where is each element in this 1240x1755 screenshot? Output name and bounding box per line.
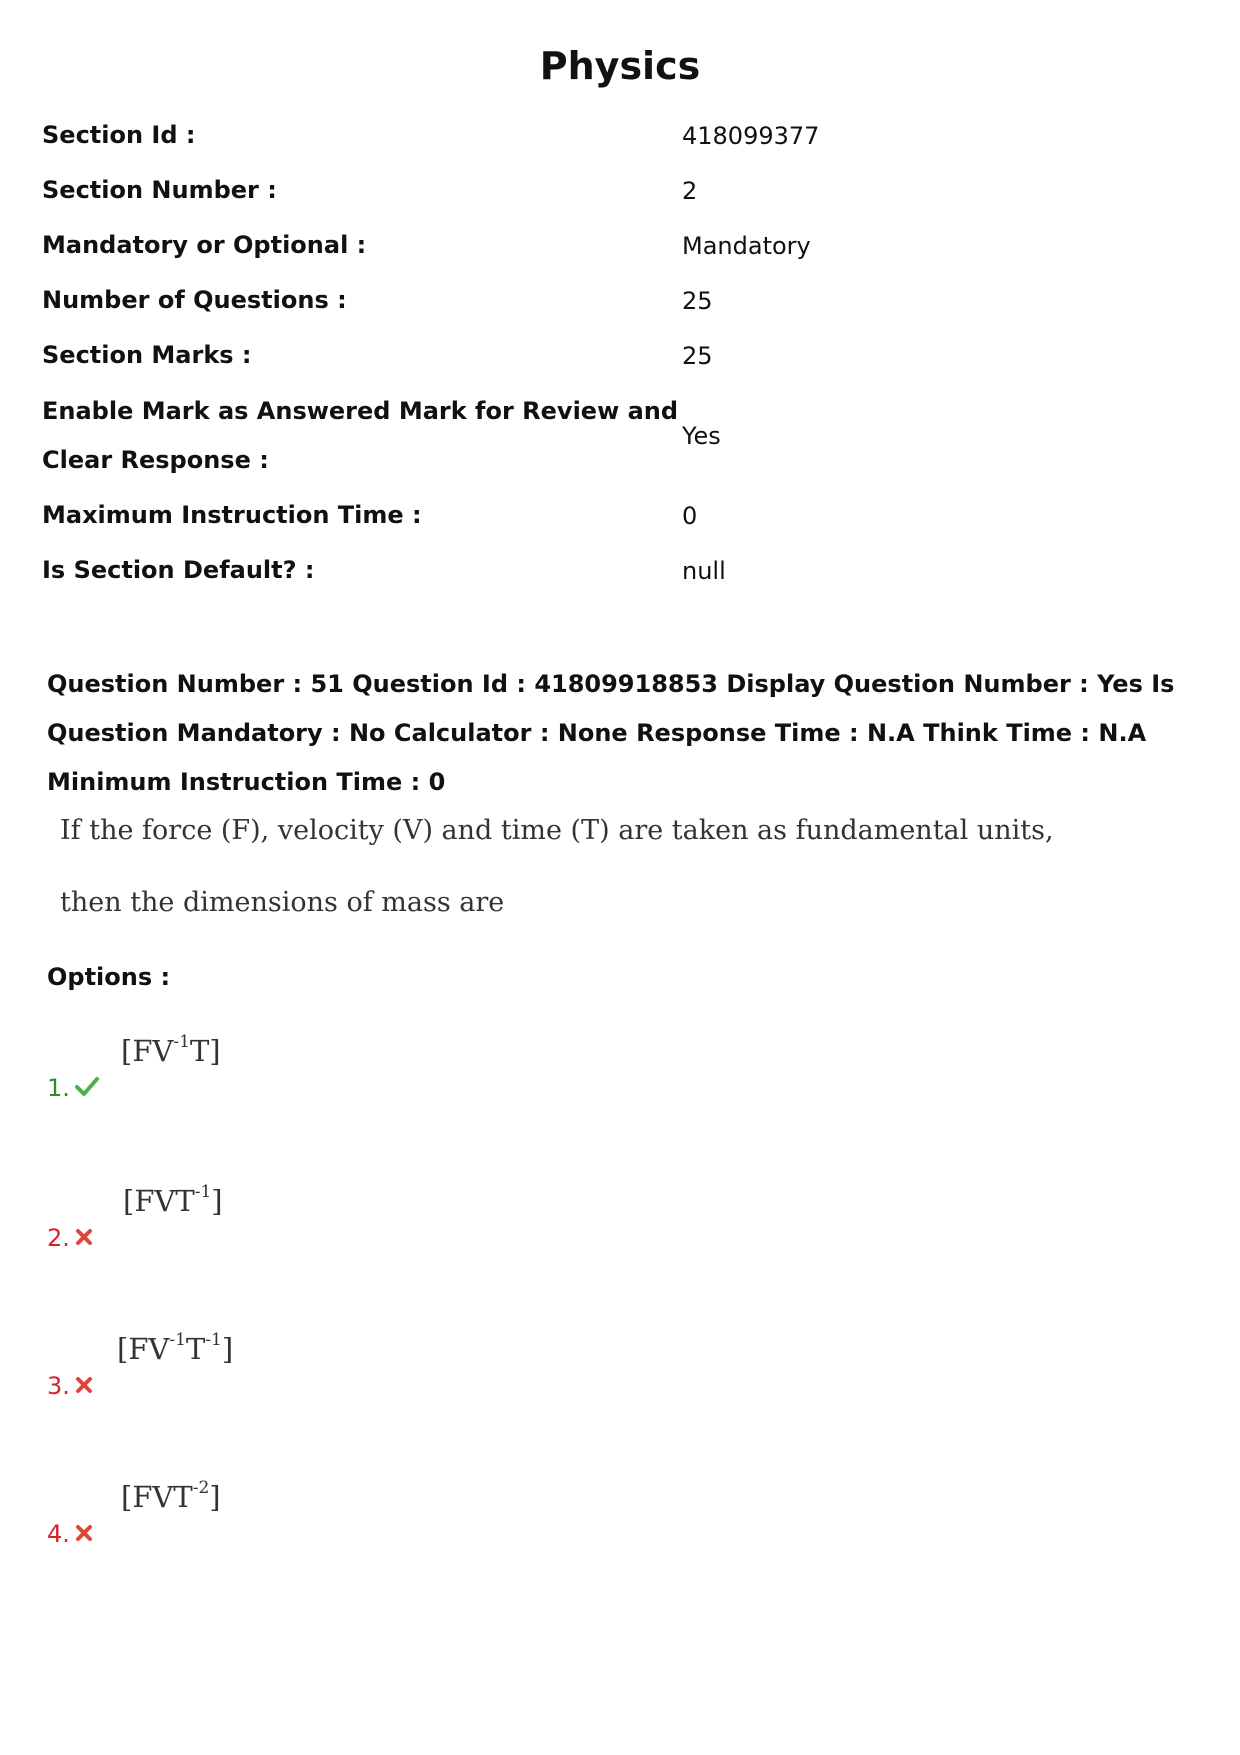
option-item <box>47 1180 647 1260</box>
option-item <box>47 1476 647 1556</box>
cross-icon <box>75 1524 93 1546</box>
cross-icon <box>75 1376 93 1398</box>
section-default-value: null <box>682 556 726 585</box>
section-default-row <box>42 543 1192 598</box>
section-info-table <box>42 108 1192 598</box>
question-count-label: Number of Questions : <box>42 286 347 314</box>
page-title: Physics <box>539 44 701 88</box>
option-formula: $[FVT^{-2}]$ <box>121 1478 221 1514</box>
option-formula: $[FVT^{-1}]$ <box>123 1182 223 1218</box>
option-formula: $[FV^{-1}T^{-1}]$ <box>117 1330 234 1366</box>
option-formula: $[FV^{-1}T]$ <box>121 1032 221 1068</box>
section-id-row <box>42 108 1192 163</box>
max-instruction-time-row <box>42 488 1192 543</box>
option-number: 3. <box>47 1372 70 1400</box>
option-item <box>47 1328 647 1408</box>
mandatory-label: Mandatory or Optional : <box>42 231 367 259</box>
question-meta: Question Number : 51 Question Id : 41809918853 Display Question Number : Yes Is Question Mandatory : No Calculator : None Response Time : N.A Think Time : N.A Minimum Instruction Time : 0 <box>47 670 1175 796</box>
question-count-value: 25 <box>682 286 713 315</box>
section-number-row <box>42 163 1192 218</box>
section-marks-value: 25 <box>682 341 713 370</box>
max-instruction-time-value: 0 <box>682 501 698 530</box>
question-count-row <box>42 273 1192 328</box>
question-text-line: then the dimensions of mass are <box>60 887 505 918</box>
section-number-label: Section Number : <box>42 176 277 204</box>
enable-mark-label: Enable Mark as Answered Mark for Review and Clear Response : <box>42 396 679 474</box>
option-item <box>47 1030 647 1110</box>
check-icon <box>75 1075 99 1101</box>
mandatory-row <box>42 218 1192 273</box>
section-id-value: 418099377 <box>682 121 820 150</box>
section-id-label: Section Id : <box>42 121 196 149</box>
section-marks-label: Section Marks : <box>42 341 252 369</box>
section-marks-row <box>42 328 1192 383</box>
option-number: 4. <box>47 1520 70 1548</box>
question-text <box>60 815 1060 959</box>
enable-mark-value: Yes <box>682 421 721 450</box>
section-number-value: 2 <box>682 176 698 205</box>
section-default-label: Is Section Default? : <box>42 556 315 584</box>
cross-icon <box>75 1228 93 1250</box>
question-text-line: If the force (F), velocity (V) and time (T) are taken as fundamental units, <box>60 815 1054 846</box>
mandatory-value: Mandatory <box>682 231 811 260</box>
option-number: 1. <box>47 1074 70 1102</box>
option-number: 2. <box>47 1224 70 1252</box>
max-instruction-time-label: Maximum Instruction Time : <box>42 501 422 529</box>
enable-mark-row <box>42 383 1192 488</box>
options-label: Options : <box>47 963 171 991</box>
